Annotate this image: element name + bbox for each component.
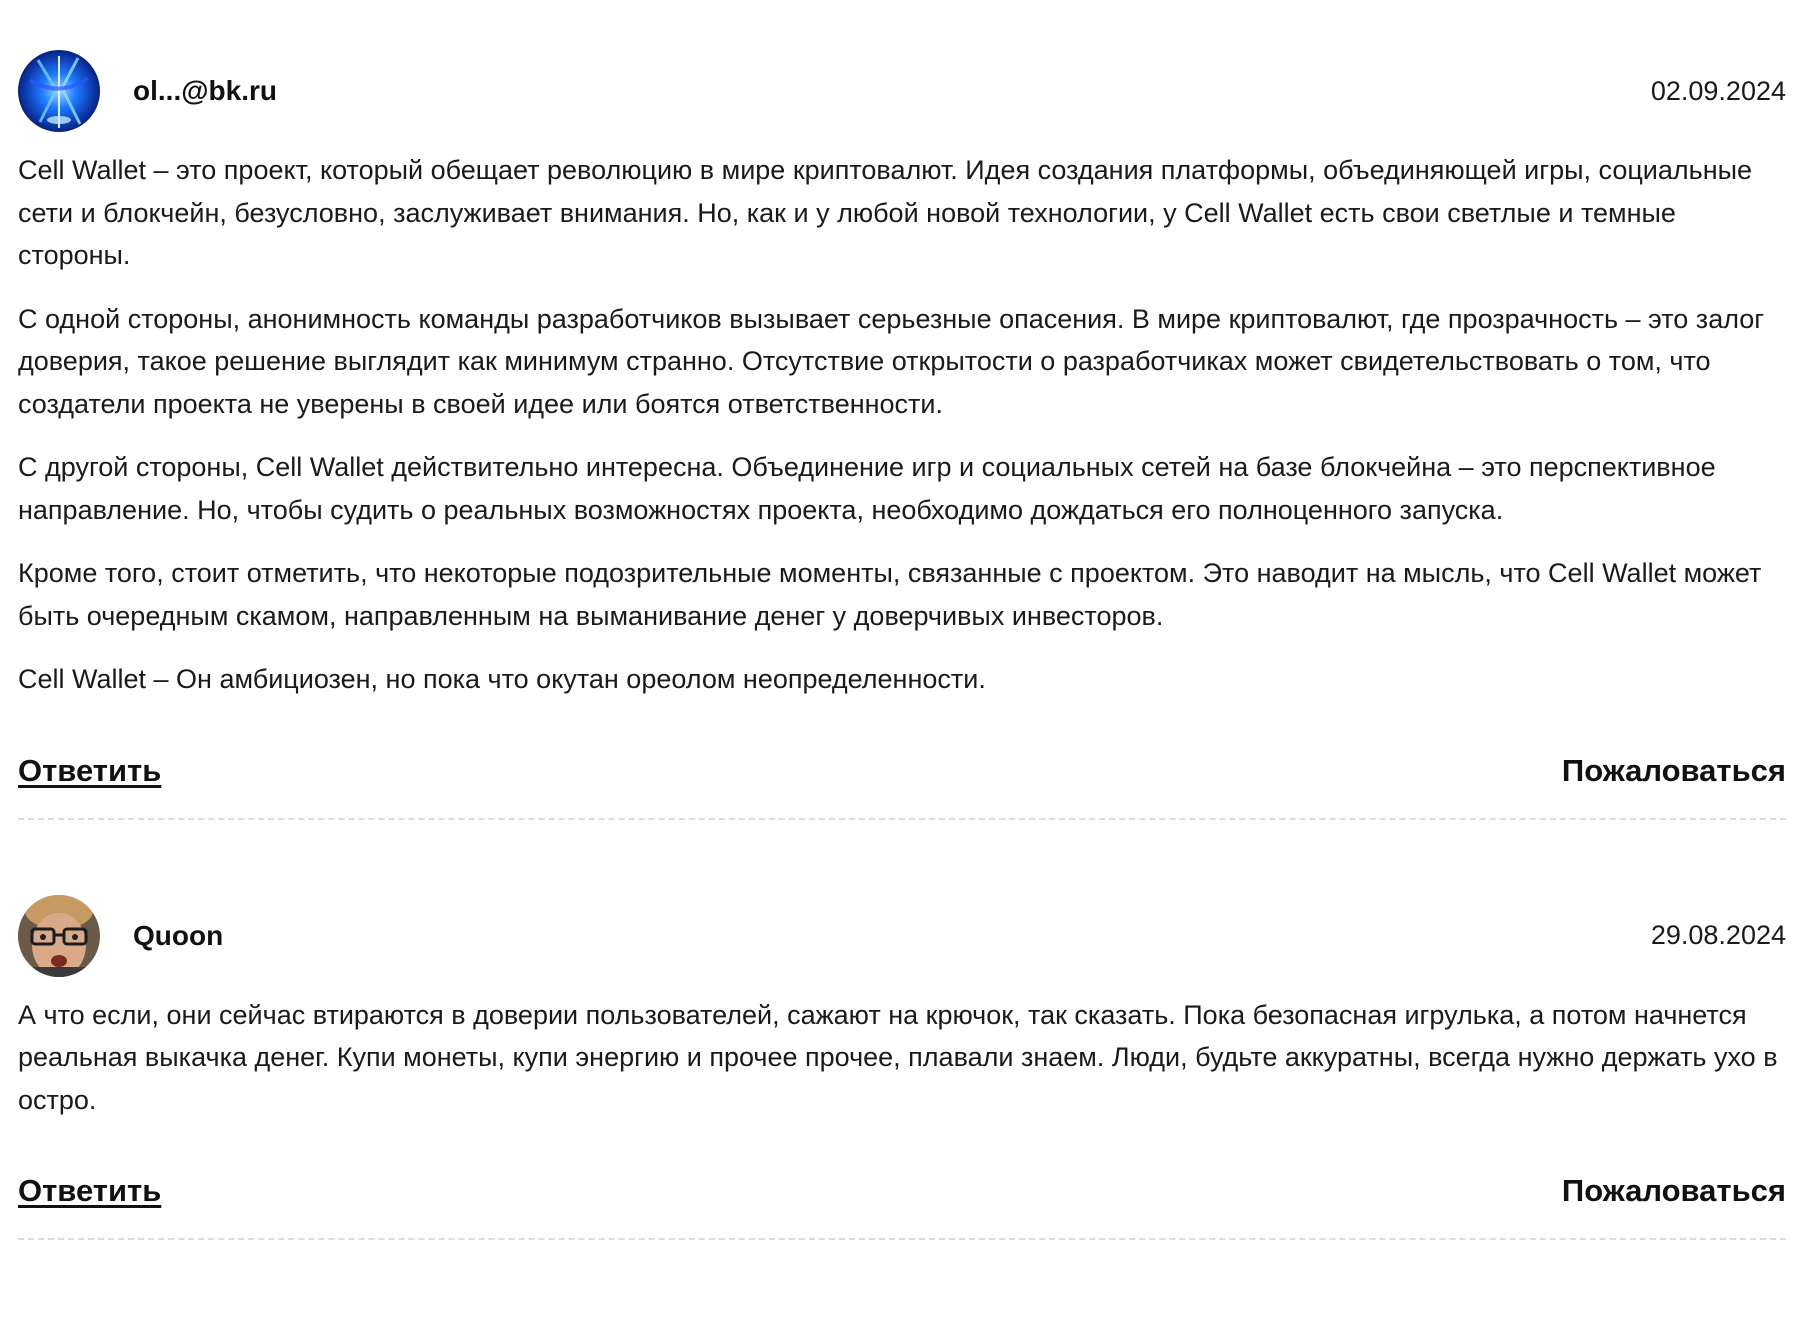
comment-author: ol...@bk.ru (133, 75, 277, 106)
comment-header (18, 895, 1786, 977)
comment-paragraph: Cell Wallet – Он амбициозен, но пока что окутан ореолом неопределенности. (18, 664, 986, 694)
comment-paragraph: С другой стороны, Cell Wallet действительно интересна. Объединение игр и социальных сетей на базе блокчейна – это перспективное направление. Но, чтобы судить о реальных возможностях проекта, необходимо дождаться его полноценного запуска. (18, 452, 1716, 525)
comment-body (18, 149, 1786, 701)
comment-paragraph: А что если, они сейчас втираются в доверии пользователей, сажают на крючок, так сказать. Пока безопасная игрулька, а потом начнется реальная выкачка денег. Купи монеты, купи энергию и прочее прочее, плавали знаем. Люди, будьте аккуратны, всегда нужно держать ухо в остро. (18, 999, 1778, 1115)
avatar[interactable] (18, 50, 100, 132)
reply-button[interactable]: Ответить (18, 752, 162, 788)
comment-actions (18, 1167, 1786, 1215)
comment-date: 02.09.2024 (1650, 75, 1786, 106)
comment (18, 0, 1786, 820)
comment (18, 820, 1786, 1241)
comments-list (18, 0, 1786, 1240)
comment-author: Quoon (133, 919, 224, 951)
blue-abstract-avatar-icon (18, 50, 100, 132)
report-button[interactable]: Пожаловаться (1561, 1173, 1786, 1208)
comment-date: 29.08.2024 (1650, 920, 1786, 950)
comment-paragraph: С одной стороны, анонимность команды разработчиков вызывает серьезные опасения. В мире криптовалют, где прозрачность – это залог доверия, такое решение выглядит как минимум странно. Отсутствие открытости о разработчиках может свидетельствовать о том, что создатели проекта не уверены в своей идее или боятся ответственности. (18, 303, 1765, 419)
man-with-glasses-avatar-icon (18, 895, 100, 977)
comment-header (18, 50, 1786, 132)
avatar[interactable] (18, 895, 100, 977)
comment-actions (18, 747, 1786, 795)
comment-paragraph: Кроме того, стоит отметить, что некоторые подозрительные моменты, связанные с проектом. Это наводит на мысль, что Cell Wallet может быть очередным скамом, направленным на выманивание денег у доверчивых инвесторов. (18, 558, 1762, 631)
reply-button[interactable]: Ответить (18, 1173, 162, 1208)
comment-body (18, 994, 1786, 1122)
comment-divider (18, 1238, 1786, 1240)
report-button[interactable]: Пожаловаться (1561, 752, 1786, 788)
comment-paragraph: Cell Wallet – это проект, который обещает революцию в мире криптовалют. Идея создания платформы, объединяющей игры, социальные сети и блокчейн, безусловно, заслуживает внимания. Но, как и у любой новой технологии, у Cell Wallet есть свои светлые и темные стороны. (18, 155, 1753, 270)
